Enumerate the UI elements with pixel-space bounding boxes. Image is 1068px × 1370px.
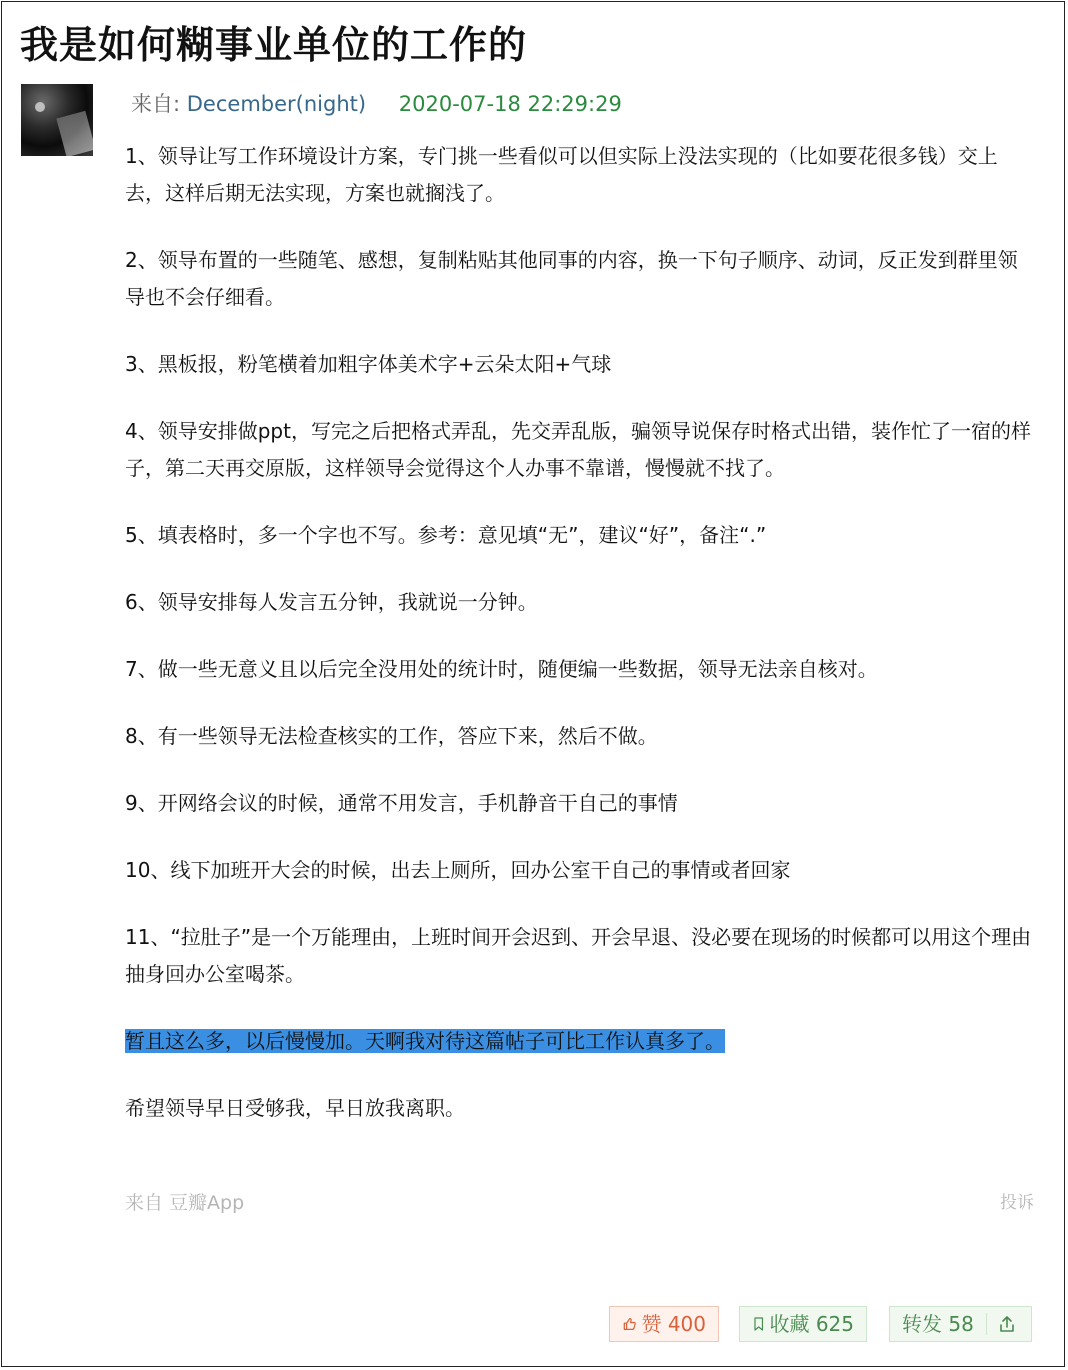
avatar[interactable] — [21, 84, 93, 156]
post-title: 我是如何糊事业单位的工作的 — [20, 23, 528, 67]
source-label: 来自 豆瓣App — [125, 1192, 245, 1214]
selected-paragraph — [125, 1023, 1035, 1060]
paragraph: 1、领导让写工作环境设计方案，专门挑一些看似可以但实际上没法实现的（比如要花很多钱）交上去，这样后期无法实现，方案也就搁浅了。 — [125, 144, 998, 205]
button-divider — [986, 1313, 987, 1335]
repost-button[interactable] — [889, 1306, 1032, 1342]
like-button[interactable] — [609, 1306, 719, 1342]
selected-text: 暂且这么多，以后慢慢加。天啊我对待这篇帖子可比工作认真多了。 — [125, 1029, 725, 1053]
like-count: 400 — [667, 1312, 706, 1336]
bookmark-icon — [752, 1314, 765, 1334]
share-icon[interactable] — [997, 1314, 1017, 1334]
from-label: 来自: — [131, 92, 181, 116]
post-meta — [131, 88, 622, 118]
paragraph: 5、填表格时，多一个字也不写。参考：意见填“无”，建议“好”，备注“.” — [125, 523, 767, 547]
paragraph: 4、领导安排做ppt，写完之后把格式弄乱，先交弄乱版，骗领导说保存时格式出错，装作忙了一宿的样子，第二天再交原版，这样领导会觉得这个人办事不靠谱，慢慢就不找了。 — [125, 419, 1031, 480]
avatar-detail — [56, 111, 93, 156]
author-name: December — [186, 92, 296, 116]
repost-label: 转发 — [902, 1312, 942, 1336]
paragraph: 2、领导布置的一些随笔、感想，复制粘贴其他同事的内容，换一下句子顺序、动词，反正发到群里领导也不会仔细看。 — [125, 248, 1018, 309]
post-timestamp: 2020-07-18 22:29:29 — [398, 92, 622, 116]
favorite-button[interactable] — [739, 1306, 867, 1342]
thumbs-up-icon — [622, 1314, 637, 1334]
paragraph: 6、领导安排每人发言五分钟，我就说一分钟。 — [125, 590, 538, 614]
like-label: 赞 — [641, 1312, 662, 1336]
author-suffix: (night) — [295, 92, 367, 116]
favorite-count: 625 — [815, 1312, 854, 1336]
avatar-highlight — [35, 102, 45, 112]
paragraph: 9、开网络会议的时候，通常不用发言，手机静音干自己的事情 — [125, 791, 678, 815]
paragraph: 8、有一些领导无法检查核实的工作，答应下来，然后不做。 — [125, 724, 658, 748]
favorite-label: 收藏 — [769, 1312, 810, 1336]
post-body — [125, 138, 1035, 1157]
paragraph: 10、线下加班开大会的时候，出去上厕所，回办公室干自己的事情或者回家 — [125, 858, 791, 882]
report-link[interactable]: 投诉 — [1000, 1193, 1034, 1213]
paragraph: 11、“拉肚子”是一个万能理由，上班时间开会迟到、开会早退、没必要在现场的时候都可以用这个理由抽身回办公室喝茶。 — [125, 925, 1032, 986]
repost-count: 58 — [948, 1312, 974, 1336]
paragraph: 7、做一些无意义且以后完全没用处的统计时，随便编一些数据，领导无法亲自核对。 — [125, 657, 878, 681]
paragraph: 希望领导早日受够我，早日放我离职。 — [125, 1096, 465, 1120]
paragraph: 3、黑板报，粉笔横着加粗字体美术字+云朵太阳+气球 — [125, 352, 612, 376]
author-link[interactable] — [187, 92, 366, 116]
